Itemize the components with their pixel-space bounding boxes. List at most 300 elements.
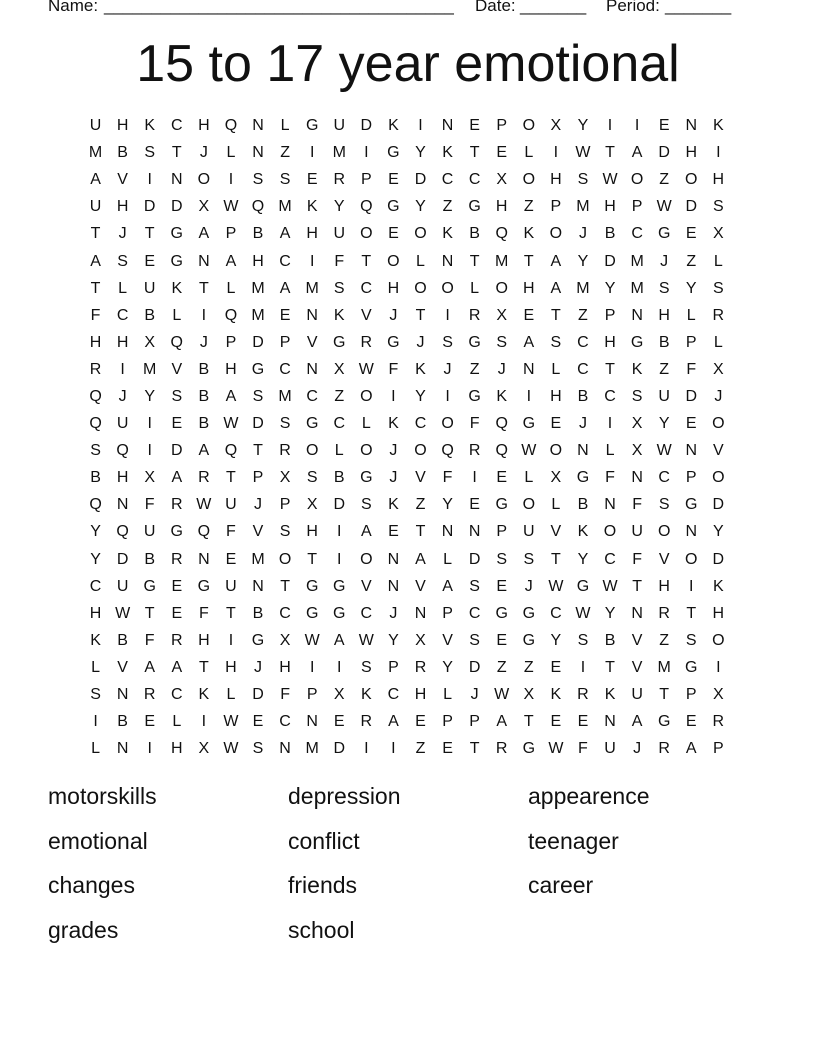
grid-letter[interactable]: B [117, 713, 128, 731]
grid-letter[interactable]: N [441, 252, 454, 270]
grid-letter[interactable]: H [306, 225, 318, 243]
grid-letter[interactable]: A [279, 279, 291, 297]
grid-letter[interactable]: L [226, 144, 236, 162]
grid-letter[interactable]: M [630, 279, 644, 297]
grid-letter[interactable]: N [441, 523, 454, 541]
grid-letter[interactable]: B [252, 604, 264, 622]
grid-letter[interactable]: G [468, 333, 481, 351]
grid-letter[interactable]: F [280, 686, 290, 704]
grid-letter[interactable]: O [441, 415, 454, 433]
grid-letter[interactable]: G [657, 713, 671, 731]
grid-letter[interactable]: L [524, 469, 534, 487]
grid-letter[interactable]: E [685, 225, 697, 243]
grid-letter[interactable]: X [279, 631, 291, 649]
grid-letter[interactable]: E [306, 171, 318, 189]
grid-letter[interactable]: Y [442, 658, 453, 676]
grid-letter[interactable]: E [550, 658, 562, 676]
grid-letter[interactable]: I [337, 658, 342, 676]
grid-letter[interactable]: W [494, 686, 510, 704]
grid-letter[interactable]: W [223, 415, 239, 433]
grid-letter[interactable]: W [358, 360, 374, 378]
grid-letter[interactable]: X [631, 442, 643, 460]
grid-letter[interactable]: S [469, 577, 480, 595]
grid-letter[interactable]: I [309, 658, 315, 676]
grid-letter[interactable]: J [389, 306, 398, 324]
grid-letter[interactable]: R [495, 740, 508, 758]
grid-letter[interactable]: M [278, 387, 292, 405]
grid-letter[interactable]: C [468, 171, 481, 189]
grid-letter[interactable]: W [602, 577, 618, 595]
name-line[interactable]: _____________________________________ [104, 0, 454, 15]
grid-letter[interactable]: X [713, 360, 724, 378]
grid-letter[interactable]: N [604, 713, 616, 731]
grid-letter[interactable]: Q [495, 415, 508, 433]
grid-letter[interactable]: K [713, 117, 724, 135]
grid-letter[interactable]: M [657, 658, 671, 676]
grid-letter[interactable]: E [252, 713, 264, 731]
grid-letter[interactable]: G [576, 469, 590, 487]
grid-letter[interactable]: A [171, 658, 183, 676]
grid-letter[interactable]: N [441, 117, 454, 135]
grid-letter[interactable]: R [143, 686, 156, 704]
grid-letter[interactable]: T [361, 252, 372, 270]
grid-letter[interactable]: T [605, 360, 615, 378]
grid-letter[interactable]: K [442, 144, 453, 162]
grid-letter[interactable]: F [686, 360, 697, 378]
grid-letter[interactable]: D [712, 496, 725, 514]
grid-letter[interactable]: T [469, 252, 480, 270]
grid-letter[interactable]: A [144, 658, 156, 676]
grid-letter[interactable]: T [415, 306, 426, 324]
grid-letter[interactable]: T [171, 144, 182, 162]
grid-letter[interactable]: G [685, 496, 698, 514]
grid-letter[interactable]: Y [550, 631, 562, 649]
grid-letter[interactable]: M [251, 550, 265, 568]
grid-letter[interactable]: R [658, 740, 670, 758]
grid-letter[interactable]: N [387, 550, 400, 568]
grid-letter[interactable]: T [144, 225, 155, 243]
grid-letter[interactable]: X [523, 686, 535, 704]
grid-letter[interactable]: I [147, 415, 152, 433]
grid-letter[interactable]: A [198, 225, 210, 243]
grid-letter[interactable]: Z [686, 252, 697, 270]
grid-letter[interactable]: E [171, 604, 183, 622]
grid-letter[interactable]: U [89, 198, 102, 216]
grid-letter[interactable]: W [196, 496, 212, 514]
grid-letter[interactable]: S [713, 198, 724, 216]
grid-letter[interactable]: L [713, 333, 723, 351]
grid-letter[interactable]: K [333, 306, 345, 324]
grid-letter[interactable]: M [332, 144, 346, 162]
grid-letter[interactable]: Q [495, 225, 508, 243]
grid-letter[interactable]: O [712, 631, 725, 649]
grid-letter[interactable]: Y [442, 496, 453, 514]
grid-letter[interactable]: X [713, 225, 724, 243]
grid-letter[interactable]: K [306, 198, 318, 216]
grid-letter[interactable]: E [171, 577, 183, 595]
grid-letter[interactable]: D [333, 740, 346, 758]
grid-letter[interactable]: Q [224, 306, 238, 324]
grid-letter[interactable]: L [91, 740, 100, 758]
grid-letter[interactable]: J [578, 225, 587, 243]
grid-letter[interactable]: G [387, 144, 400, 162]
grid-letter[interactable]: R [170, 631, 183, 649]
grid-letter[interactable]: A [496, 713, 508, 731]
grid-letter[interactable]: G [305, 577, 319, 595]
grid-letter[interactable]: S [117, 252, 128, 270]
grid-letter[interactable]: T [469, 144, 480, 162]
grid-letter[interactable]: P [279, 496, 291, 514]
grid-letter[interactable]: Q [89, 415, 102, 433]
grid-letter[interactable]: J [389, 604, 398, 622]
grid-letter[interactable]: G [251, 360, 265, 378]
grid-letter[interactable]: P [496, 523, 508, 541]
grid-letter[interactable]: G [495, 496, 508, 514]
grid-letter[interactable]: E [685, 415, 697, 433]
grid-letter[interactable]: U [225, 577, 237, 595]
grid-letter[interactable]: B [144, 550, 156, 568]
grid-letter[interactable]: C [577, 360, 589, 378]
grid-letter[interactable]: G [387, 198, 400, 216]
grid-letter[interactable]: E [279, 306, 291, 324]
grid-letter[interactable]: O [414, 225, 427, 243]
grid-letter[interactable]: E [496, 577, 508, 595]
grid-letter[interactable]: L [605, 442, 615, 460]
grid-letter[interactable]: D [116, 550, 129, 568]
grid-letter[interactable]: U [631, 523, 643, 541]
grid-letter[interactable]: S [90, 686, 101, 704]
grid-letter[interactable]: N [523, 360, 535, 378]
grid-letter[interactable]: Y [604, 279, 616, 297]
grid-letter[interactable]: T [659, 686, 670, 704]
grid-letter[interactable]: O [685, 550, 698, 568]
grid-letter[interactable]: T [415, 523, 426, 541]
grid-letter[interactable]: H [89, 604, 102, 622]
grid-letter[interactable]: H [116, 117, 129, 135]
grid-letter[interactable]: W [358, 631, 374, 649]
grid-letter[interactable]: D [170, 442, 183, 460]
grid-letter[interactable]: O [712, 469, 725, 487]
grid-letter[interactable]: H [523, 279, 535, 297]
grid-letter[interactable]: R [712, 713, 725, 731]
grid-letter[interactable]: P [360, 171, 372, 189]
grid-letter[interactable]: U [604, 740, 616, 758]
grid-letter[interactable]: S [496, 550, 508, 568]
grid-letter[interactable]: J [416, 333, 425, 351]
grid-letter[interactable]: L [172, 713, 182, 731]
grid-letter[interactable]: A [225, 387, 237, 405]
grid-letter[interactable]: X [631, 415, 643, 433]
grid-letter[interactable]: H [89, 333, 102, 351]
grid-letter[interactable]: Z [280, 144, 290, 162]
grid-letter[interactable]: G [522, 415, 536, 433]
grid-letter[interactable]: Q [251, 198, 265, 216]
grid-letter[interactable]: I [418, 117, 423, 135]
grid-letter[interactable]: O [278, 550, 292, 568]
grid-letter[interactable]: P [388, 658, 399, 676]
grid-letter[interactable]: U [143, 523, 156, 541]
grid-letter[interactable]: R [198, 469, 210, 487]
grid-letter[interactable]: I [607, 117, 613, 135]
grid-letter[interactable]: C [170, 117, 183, 135]
grid-letter[interactable]: C [441, 171, 454, 189]
grid-letter[interactable]: A [442, 577, 453, 595]
grid-letter[interactable]: P [225, 225, 237, 243]
grid-letter[interactable]: C [387, 686, 400, 704]
grid-letter[interactable]: C [631, 225, 643, 243]
grid-letter[interactable]: S [279, 523, 291, 541]
grid-letter[interactable]: R [360, 333, 373, 351]
grid-letter[interactable]: D [468, 550, 481, 568]
grid-letter[interactable]: O [360, 225, 373, 243]
grid-letter[interactable]: Y [604, 604, 616, 622]
grid-letter[interactable]: N [116, 686, 129, 704]
grid-letter[interactable]: V [415, 469, 426, 487]
grid-letter[interactable]: V [360, 306, 372, 324]
grid-letter[interactable]: C [306, 387, 318, 405]
grid-letter[interactable]: C [577, 333, 589, 351]
grid-letter[interactable]: M [278, 198, 292, 216]
grid-letter[interactable]: E [225, 550, 237, 568]
grid-letter[interactable]: F [469, 415, 480, 433]
grid-letter[interactable]: E [469, 117, 480, 135]
grid-letter[interactable]: N [577, 442, 589, 460]
grid-letter[interactable]: B [577, 496, 589, 514]
grid-letter[interactable]: A [631, 144, 643, 162]
grid-letter[interactable]: I [716, 658, 721, 676]
grid-letter[interactable]: N [252, 117, 264, 135]
grid-letter[interactable]: N [198, 550, 210, 568]
grid-letter[interactable]: K [577, 523, 589, 541]
grid-letter[interactable]: B [604, 631, 616, 649]
grid-letter[interactable]: O [712, 415, 725, 433]
grid-letter[interactable]: O [360, 550, 373, 568]
grid-letter[interactable]: R [712, 306, 725, 324]
grid-letter[interactable]: U [658, 387, 670, 405]
grid-letter[interactable]: X [496, 306, 508, 324]
grid-letter[interactable]: G [522, 631, 536, 649]
grid-letter[interactable]: V [117, 658, 128, 676]
grid-letter[interactable]: I [120, 360, 125, 378]
grid-letter[interactable]: B [117, 631, 128, 649]
grid-letter[interactable]: B [117, 144, 128, 162]
grid-letter[interactable]: L [172, 306, 182, 324]
grid-letter[interactable]: C [116, 306, 129, 324]
grid-letter[interactable]: P [685, 333, 697, 351]
grid-letter[interactable]: D [333, 496, 346, 514]
grid-letter[interactable]: H [116, 198, 129, 216]
grid-letter[interactable]: C [658, 469, 670, 487]
grid-letter[interactable]: N [252, 144, 264, 162]
grid-letter[interactable]: W [656, 198, 672, 216]
grid-letter[interactable]: H [658, 306, 670, 324]
grid-letter[interactable]: Z [415, 740, 426, 758]
grid-letter[interactable]: S [306, 469, 318, 487]
grid-letter[interactable]: H [387, 279, 400, 297]
grid-letter[interactable]: Y [713, 523, 724, 541]
grid-letter[interactable]: P [685, 469, 697, 487]
grid-letter[interactable]: M [251, 279, 265, 297]
grid-letter[interactable]: T [605, 144, 615, 162]
grid-letter[interactable]: E [523, 306, 535, 324]
grid-letter[interactable]: O [387, 252, 400, 270]
grid-letter[interactable]: P [442, 713, 453, 731]
grid-letter[interactable]: H [306, 523, 318, 541]
grid-letter[interactable]: R [279, 442, 291, 460]
grid-letter[interactable]: H [170, 740, 183, 758]
grid-letter[interactable]: A [388, 713, 399, 731]
grid-letter[interactable]: N [468, 523, 481, 541]
grid-letter[interactable]: B [198, 415, 210, 433]
grid-letter[interactable]: B [604, 225, 616, 243]
grid-letter[interactable]: T [253, 442, 263, 460]
grid-letter[interactable]: S [550, 333, 562, 351]
grid-letter[interactable]: B [333, 469, 345, 487]
grid-letter[interactable]: H [685, 144, 698, 162]
grid-letter[interactable]: X [713, 686, 724, 704]
grid-letter[interactable]: I [337, 523, 342, 541]
grid-letter[interactable]: H [225, 360, 237, 378]
grid-letter[interactable]: J [118, 387, 127, 405]
grid-letter[interactable]: J [660, 252, 669, 270]
grid-letter[interactable]: E [442, 740, 453, 758]
grid-letter[interactable]: H [225, 658, 237, 676]
grid-letter[interactable]: L [551, 360, 561, 378]
grid-letter[interactable]: D [360, 117, 373, 135]
grid-letter[interactable]: Q [89, 387, 102, 405]
grid-letter[interactable]: J [118, 225, 127, 243]
grid-letter[interactable]: V [415, 577, 426, 595]
grid-letter[interactable]: I [716, 144, 721, 162]
grid-letter[interactable]: T [144, 604, 155, 622]
grid-letter[interactable]: S [252, 171, 264, 189]
grid-letter[interactable]: S [658, 279, 670, 297]
grid-letter[interactable]: I [93, 713, 98, 731]
grid-letter[interactable]: O [305, 442, 319, 460]
grid-letter[interactable]: Z [659, 360, 670, 378]
grid-letter[interactable]: F [632, 550, 642, 568]
grid-letter[interactable]: T [280, 577, 290, 595]
grid-letter[interactable]: X [333, 686, 345, 704]
grid-letter[interactable]: K [496, 387, 508, 405]
grid-letter[interactable]: G [387, 333, 400, 351]
grid-letter[interactable]: I [607, 415, 613, 433]
grid-letter[interactable]: Z [659, 631, 670, 649]
grid-letter[interactable]: C [279, 252, 291, 270]
grid-letter[interactable]: G [197, 577, 211, 595]
grid-letter[interactable]: I [445, 306, 450, 324]
grid-letter[interactable]: I [391, 740, 396, 758]
grid-letter[interactable]: G [333, 604, 346, 622]
grid-letter[interactable]: R [360, 713, 373, 731]
grid-letter[interactable]: M [576, 198, 590, 216]
grid-letter[interactable]: H [198, 631, 210, 649]
grid-letter[interactable]: A [171, 469, 183, 487]
grid-letter[interactable]: P [442, 604, 453, 622]
grid-letter[interactable]: G [305, 415, 319, 433]
grid-letter[interactable]: K [523, 225, 535, 243]
grid-letter[interactable]: I [147, 171, 152, 189]
grid-letter[interactable]: S [252, 740, 264, 758]
grid-letter[interactable]: A [90, 252, 101, 270]
grid-letter[interactable]: Y [577, 550, 589, 568]
grid-letter[interactable]: T [550, 306, 561, 324]
grid-letter[interactable]: J [578, 415, 587, 433]
grid-letter[interactable]: J [497, 360, 506, 378]
grid-letter[interactable]: G [360, 469, 373, 487]
grid-letter[interactable]: E [388, 523, 399, 541]
grid-letter[interactable]: R [170, 496, 183, 514]
grid-letter[interactable]: I [364, 144, 369, 162]
grid-letter[interactable]: G [468, 198, 481, 216]
grid-letter[interactable]: C [550, 604, 562, 622]
grid-letter[interactable]: E [550, 415, 562, 433]
grid-letter[interactable]: M [495, 252, 509, 270]
grid-letter[interactable]: Q [116, 442, 129, 460]
period-line[interactable]: _______ [665, 0, 732, 15]
grid-letter[interactable]: X [496, 171, 508, 189]
grid-letter[interactable]: I [553, 144, 559, 162]
grid-letter[interactable]: S [631, 387, 643, 405]
grid-letter[interactable]: W [575, 144, 591, 162]
grid-letter[interactable]: C [604, 550, 616, 568]
grid-letter[interactable]: V [360, 577, 372, 595]
grid-letter[interactable]: L [470, 279, 480, 297]
grid-letter[interactable]: A [333, 631, 345, 649]
grid-letter[interactable]: H [198, 117, 210, 135]
grid-letter[interactable]: U [225, 496, 237, 514]
grid-letter[interactable]: I [337, 550, 342, 568]
grid-letter[interactable]: M [88, 144, 103, 162]
grid-letter[interactable]: G [170, 225, 183, 243]
grid-letter[interactable]: N [414, 604, 427, 622]
grid-letter[interactable]: N [631, 306, 643, 324]
grid-letter[interactable]: G [468, 387, 481, 405]
grid-letter[interactable]: Z [469, 360, 480, 378]
grid-letter[interactable]: V [550, 523, 562, 541]
grid-letter[interactable]: W [304, 631, 320, 649]
grid-letter[interactable]: E [388, 225, 399, 243]
grid-letter[interactable]: Y [90, 523, 101, 541]
grid-letter[interactable]: Y [658, 415, 670, 433]
grid-letter[interactable]: W [223, 713, 239, 731]
grid-letter[interactable]: K [144, 117, 156, 135]
grid-letter[interactable]: I [309, 252, 315, 270]
grid-letter[interactable]: T [605, 658, 615, 676]
grid-letter[interactable]: I [526, 387, 532, 405]
grid-letter[interactable]: I [147, 740, 152, 758]
grid-letter[interactable]: J [524, 577, 533, 595]
grid-letter[interactable]: O [414, 279, 427, 297]
grid-letter[interactable]: D [685, 198, 698, 216]
grid-letter[interactable]: D [604, 252, 616, 270]
grid-letter[interactable]: A [225, 252, 237, 270]
grid-letter[interactable]: H [604, 198, 616, 216]
grid-letter[interactable]: V [631, 658, 643, 676]
grid-letter[interactable]: S [333, 279, 345, 297]
grid-letter[interactable]: N [279, 740, 291, 758]
grid-letter[interactable]: W [548, 577, 564, 595]
grid-letter[interactable]: V [171, 360, 183, 378]
grid-letter[interactable]: K [631, 360, 643, 378]
grid-letter[interactable]: K [198, 686, 210, 704]
grid-letter[interactable]: K [604, 686, 616, 704]
grid-letter[interactable]: G [305, 604, 319, 622]
grid-letter[interactable]: I [147, 442, 152, 460]
grid-letter[interactable]: E [415, 713, 426, 731]
grid-letter[interactable]: Y [577, 117, 589, 135]
grid-letter[interactable]: I [580, 658, 586, 676]
